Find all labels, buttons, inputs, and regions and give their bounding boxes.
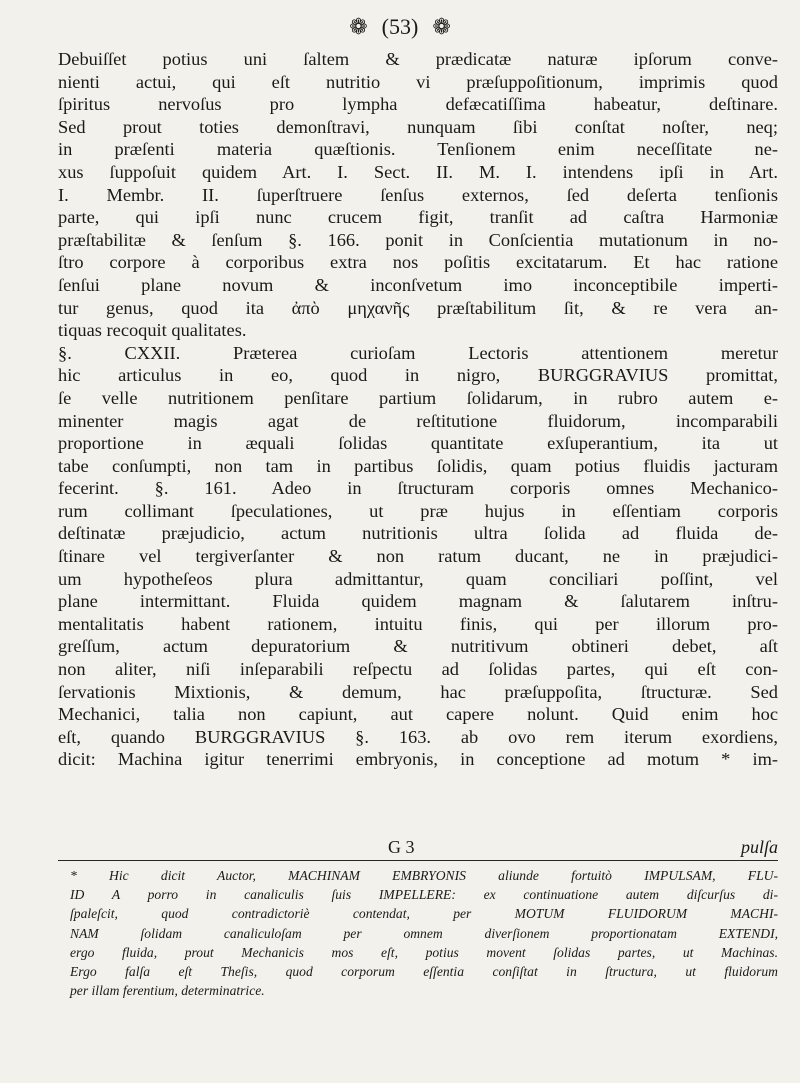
catchword: pulſa	[740, 837, 778, 857]
text-line: tur genus, quod ita ἀπὸ μηχανῆς præſtabilitum ſit, & re vera an-	[58, 297, 778, 318]
text-line: um hypotheſeos plura admittantur, quam conciliari poſſint, vel	[58, 568, 778, 589]
text-line: xus ſuppoſuit quidem Art. I. Sect. II. M. I. intendens ipſi in Art.	[58, 161, 778, 182]
text-line: minenter magis agat de reſtitutione fluidorum, incomparabili	[58, 410, 778, 431]
text-line: deſtinatæ præjudicio, actum nutritionis ultra ſolida ad fluida de-	[58, 523, 778, 544]
signature-line	[58, 837, 778, 859]
text-line: Mechanici, talia non capiunt, aut capere nolunt. Quid enim hoc	[58, 704, 778, 725]
text-line: præſtabilitæ & ſenſum §. 166. ponit in Conſcientia mutationum in no-	[58, 229, 778, 250]
footnote-line: ergo fluida, prout Mechanicis mos eſt, potius movent ſolidas partes, ut Machinas.	[70, 944, 778, 960]
page-header	[0, 14, 800, 40]
text-line: Sed prout toties demonſtravi, nunquam ſibi conſtat noſter, neq;	[58, 116, 778, 137]
footnote-line: ſpaleſcit, quod contradictoriè contendat, per MOTUM FLUIDORUM MACHI-	[70, 906, 778, 922]
text-line: I. Membr. II. ſuperſtruere ſenſus externos, ſed deſerta tenſionis	[58, 184, 778, 205]
left-ornament-icon: ❁	[349, 14, 368, 39]
main-text	[58, 48, 778, 771]
text-line: plane intermittant. Fluida quidem magnam & ſalutarem inſtru-	[58, 591, 778, 612]
text-line: ſtro corpore à corporibus extra nos poſitis excitatarum. Et hac ratione	[58, 252, 778, 273]
text-line: nienti actui, qui eſt nutritio vi præſuppoſitionum, imprimis quod	[58, 71, 778, 92]
text-line: rum collimant ſpeculationes, ut præ hujus in eſſentiam corporis	[58, 500, 778, 521]
text-line: ſenſui plane novum & inconſvetum imo inconceptibile imperti-	[58, 274, 778, 295]
right-ornament-icon: ❁	[432, 14, 451, 39]
footnote-line: per illam ferentium, determinatrice.	[70, 983, 265, 999]
text-line: tiquas recoquit qualitates.	[58, 320, 247, 341]
footnote	[70, 866, 778, 1000]
footnote-line: Ergo falſa eſt Theſis, quod corporum eſſentia conſiſtat in ſtructura, ut fluidorum	[70, 964, 778, 980]
text-line: in præſenti materia quæſtionis. Tenſionem enim neceſſitate ne-	[58, 139, 778, 160]
footnote-line: * Hic dicit Auctor, MACHINAM EMBRYONIS aliunde fortuitò IMPULSAM, FLU-	[70, 868, 778, 883]
text-line: mentalitatis habent rationem, intuitu finis, qui per illorum pro-	[58, 613, 778, 634]
text-line: §. CXXII. Præterea curioſam Lectoris attentionem meretur	[58, 342, 778, 363]
text-line: greſſum, actum depuratorium & nutritivum obtineri debet, aſt	[58, 636, 778, 657]
footnote-line: NAM ſolidam canaliculoſam per omnem diverſionem proportionatam EXTENDI,	[70, 925, 778, 941]
text-line: ſpiritus nervoſus pro lympha defæcatiſſima habeatur, deſtinare.	[58, 94, 778, 115]
text-line: proportione in æquali ſolidas quantitate exſuperantium, ita ut	[58, 433, 778, 454]
text-line: tabe conſumpti, non tam in partibus ſolidis, quam potius fluidis jacturam	[58, 455, 778, 476]
text-line: parte, qui ipſi nunc crucem figit, tranſit ad caſtra Harmoniæ	[58, 207, 778, 228]
footnote-divider	[58, 860, 778, 861]
text-line: ſervationis Mixtionis, & demum, hac præſuppoſita, ſtructuræ. Sed	[58, 681, 778, 702]
footnote-line: ID A porro in canaliculis ſuis IMPELLERE: ex continuatione autem diſcurſus di-	[70, 887, 778, 903]
text-line: hic articulus in eo, quod in nigro, BURGGRAVIUS promittat,	[58, 365, 778, 386]
text-line: Debuiſſet potius uni ſaltem & prædicatæ naturæ ipſorum conve-	[58, 49, 778, 69]
text-line: ſtinare vel tergiverſanter & non ratum ducant, ne in præjudici-	[58, 546, 778, 567]
text-line: eſt, quando BURGGRAVIUS §. 163. ab ovo rem iterum exordiens,	[58, 726, 778, 747]
page-number: (53)	[381, 14, 419, 39]
text-line: dicit: Machina igitur tenerrimi embryonis, in conceptione ad motum * im-	[58, 749, 778, 770]
text-line: fecerint. §. 161. Adeo in ſtructuram corporis omnes Mechanico-	[58, 478, 778, 499]
signature-mark: G 3	[388, 837, 415, 857]
text-line: ſe velle nutritionem penſitare partium ſolidarum, in rubro autem e-	[58, 387, 778, 408]
text-line: non aliter, niſi inſeparabili reſpectu ad ſolidas partes, qui eſt con-	[58, 659, 778, 680]
